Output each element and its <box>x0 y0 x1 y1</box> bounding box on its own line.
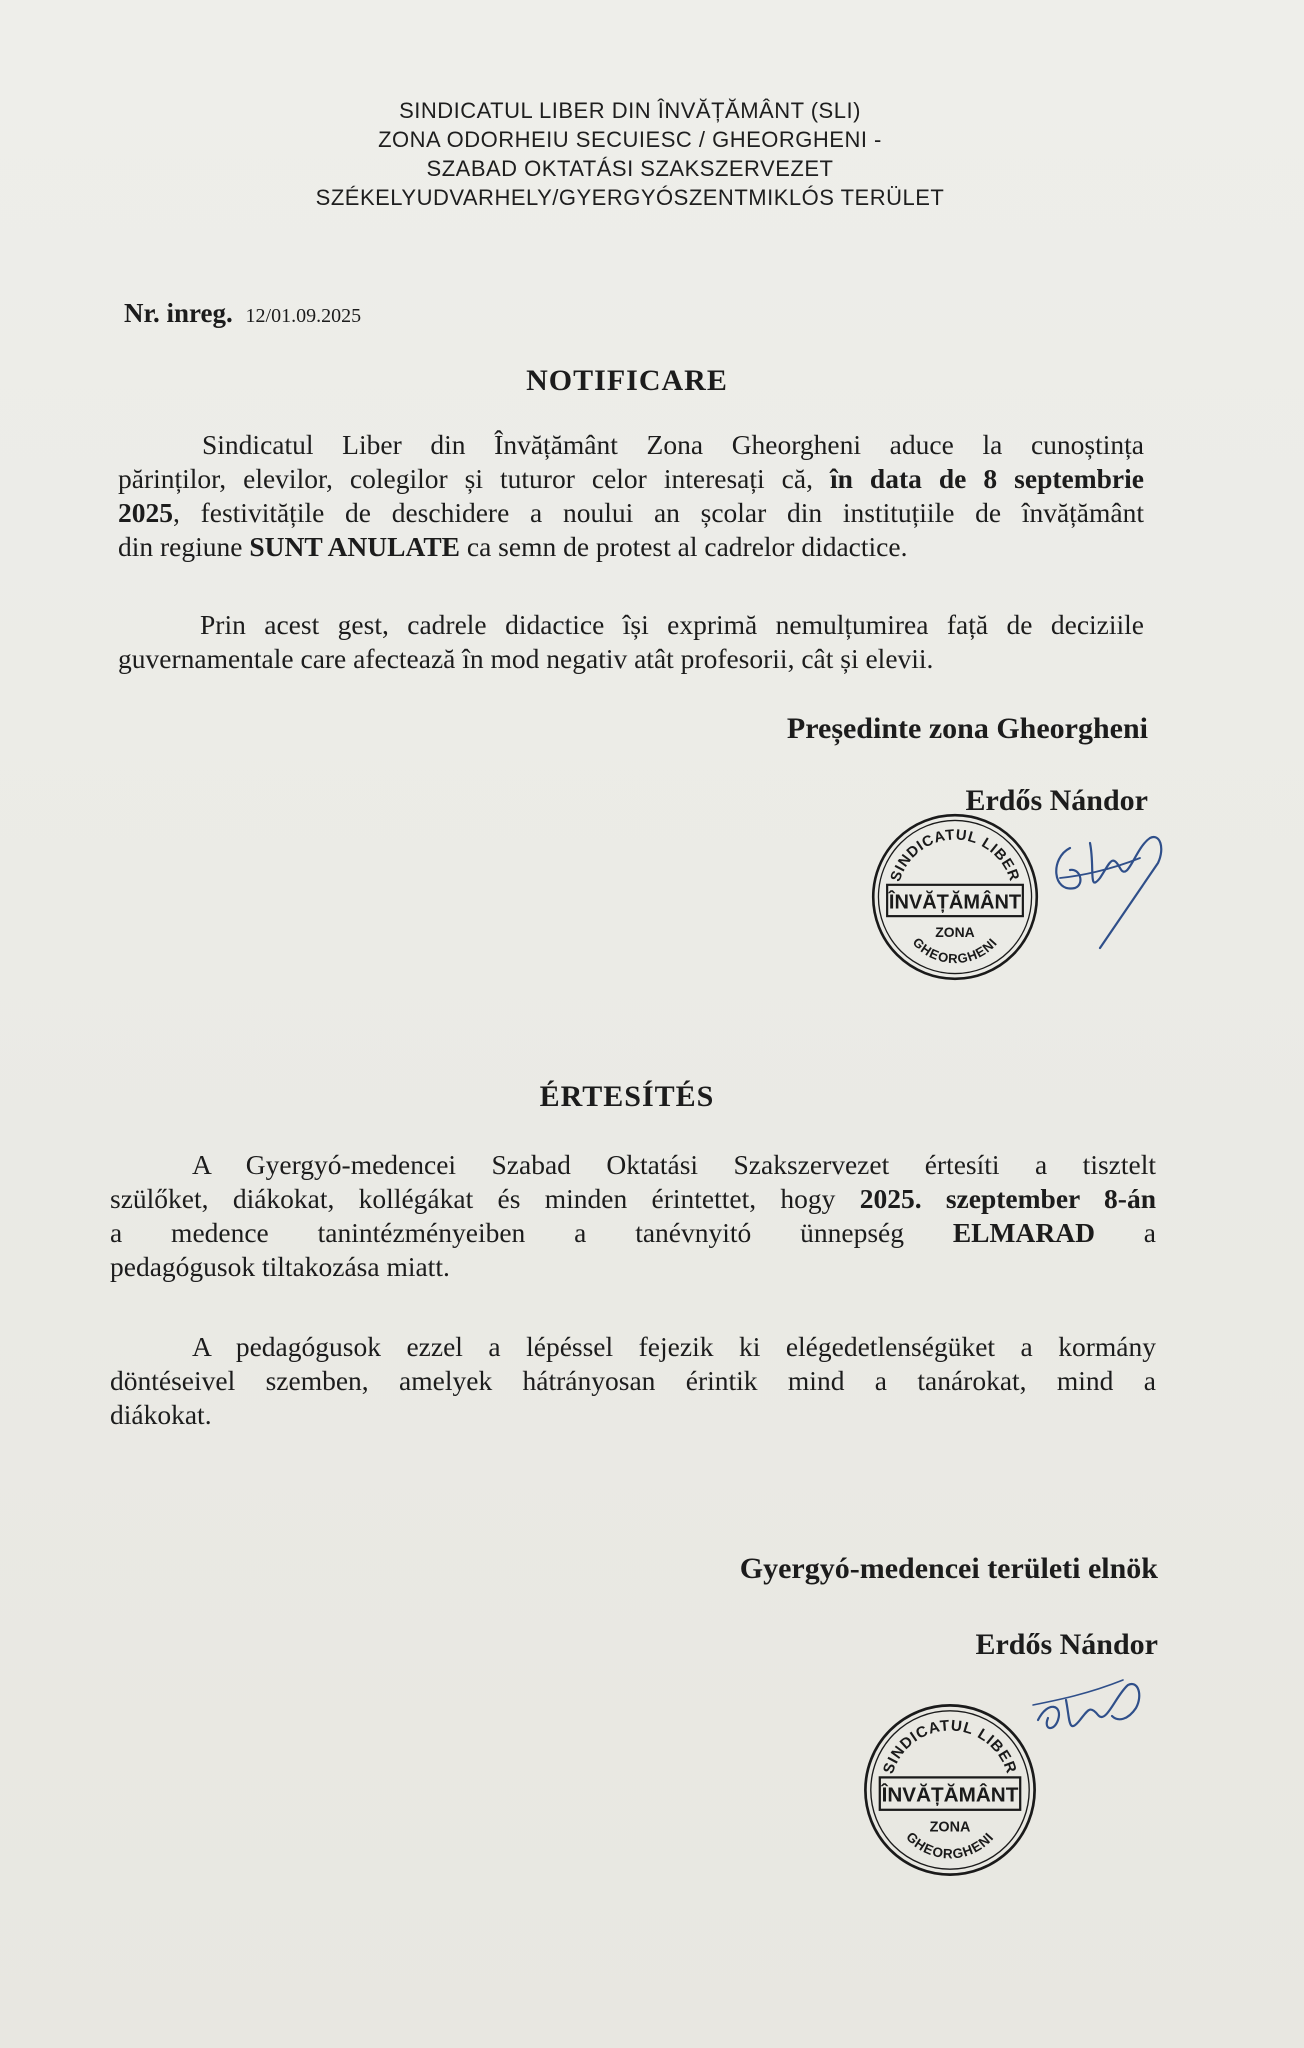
text-line: diákokat. <box>110 1399 212 1430</box>
hungarian-signature-title: Gyergyó-medencei területi elnök <box>739 1552 1158 1585</box>
text-line <box>118 530 1144 564</box>
text-line: Prin acest gest, cadrele didactice își exprimă nemulțumirea față de deciziile <box>200 609 1144 640</box>
emphasis-date: în data de 8 septembrie <box>829 463 1144 494</box>
text-line <box>110 1216 1156 1250</box>
emphasis-year: 2025 <box>118 497 173 528</box>
emphasis-cancelled: ELMARAD <box>952 1217 1095 1248</box>
text-line: A Gyergyó-medencei Szabad Oktatási Szakszervezet értesíti a tisztelt <box>192 1149 1156 1180</box>
emphasis-date: 2025. szeptember 8-án <box>859 1183 1156 1214</box>
text-run: din regiune <box>118 531 250 562</box>
text-line <box>118 462 1144 496</box>
stamp-zona-text: ZONA <box>935 924 975 941</box>
text-run: a medence tanintézményeiben a tanévnyitó ünnepség <box>110 1217 953 1248</box>
text-run: ca semn de protest al cadrelor didactice. <box>460 531 908 562</box>
stamp-center-text: ÎNVĂȚĂMÂNT <box>881 1783 1019 1807</box>
svg-text:SINDICATUL LIBER <box>880 1717 1020 1776</box>
handwritten-signature-icon <box>1028 1660 1158 1760</box>
letterhead-line: ZONA ODORHEIU SECUIESC / GHEORGHENI - <box>378 127 882 152</box>
stamp-center-text: ÎNVĂȚĂMÂNT <box>888 891 1022 914</box>
stamp-top-text: SINDICATUL LIBER <box>887 827 1023 884</box>
text-line: döntéseivel szemben, amelyek hátrányosan érintik mind a tanárokat, mind a <box>110 1365 1156 1396</box>
text-run: szülőket, diákokat, kollégákat és minden érintettet, hogy <box>110 1183 860 1214</box>
handwritten-signature-icon <box>1040 808 1180 958</box>
letterhead-line: SZÉKELYUDVARHELY/GYERGYÓSZENTMIKLÓS TERÜLET <box>315 185 945 210</box>
romanian-signature-name: Erdős Nándor <box>965 784 1148 817</box>
romanian-signature-title: Președinte zona Gheorgheni <box>786 712 1148 745</box>
stamp-bottom-text: GHEORGHENI <box>909 934 1001 967</box>
hungarian-signature-name: Erdős Nándor <box>975 1628 1158 1661</box>
text-run: părinților, elevilor, colegilor și tuturor celor interesați că, <box>118 463 830 494</box>
union-stamp-icon <box>860 1700 1040 1880</box>
union-stamp-icon <box>868 810 1042 984</box>
registration-number <box>124 298 361 329</box>
letterhead <box>200 96 1060 212</box>
text-line <box>110 1182 1156 1216</box>
text-line <box>118 496 1144 530</box>
hungarian-title: ÉRTESÍTÉS <box>539 1080 715 1113</box>
romanian-paragraph-1 <box>118 428 1144 564</box>
registration-value: 12/01.09.2025 <box>245 305 362 327</box>
text-run: , festivitățile de deschidere a noului an școlar din instituțiile de învățământ <box>173 497 1144 528</box>
text-line: guvernamentale care afectează în mod negativ atât profesorii, cât și elevii. <box>118 643 934 674</box>
hungarian-paragraph-1 <box>110 1148 1156 1284</box>
stamp-zona-text: ZONA <box>929 1819 971 1836</box>
text-line: Sindicatul Liber din Învățământ Zona Gheorgheni aduce la cunoștința <box>202 429 1144 460</box>
text-run: a <box>1094 1217 1156 1248</box>
registration-label: Nr. inreg. <box>124 298 233 328</box>
romanian-paragraph-2 <box>118 608 1144 676</box>
stamp-top-text: SINDICATUL LIBER <box>880 1717 1020 1777</box>
hungarian-paragraph-2 <box>110 1330 1156 1432</box>
text-line: pedagógusok tiltakozása miatt. <box>110 1251 450 1282</box>
text-line: A pedagógusok ezzel a lépéssel fejezik ki elégedetlenségüket a kormány <box>192 1331 1156 1362</box>
letterhead-line: SZABAD OKTATÁSI SZAKSZERVEZET <box>426 156 834 181</box>
letterhead-line: SINDICATUL LIBER DIN ÎNVĂȚĂMÂNT (SLI) <box>399 98 861 123</box>
stamp-bottom-text: GHEORGHENI <box>903 1829 997 1862</box>
romanian-title: NOTIFICARE <box>526 364 728 397</box>
emphasis-cancelled: SUNT ANULATE <box>249 531 461 562</box>
